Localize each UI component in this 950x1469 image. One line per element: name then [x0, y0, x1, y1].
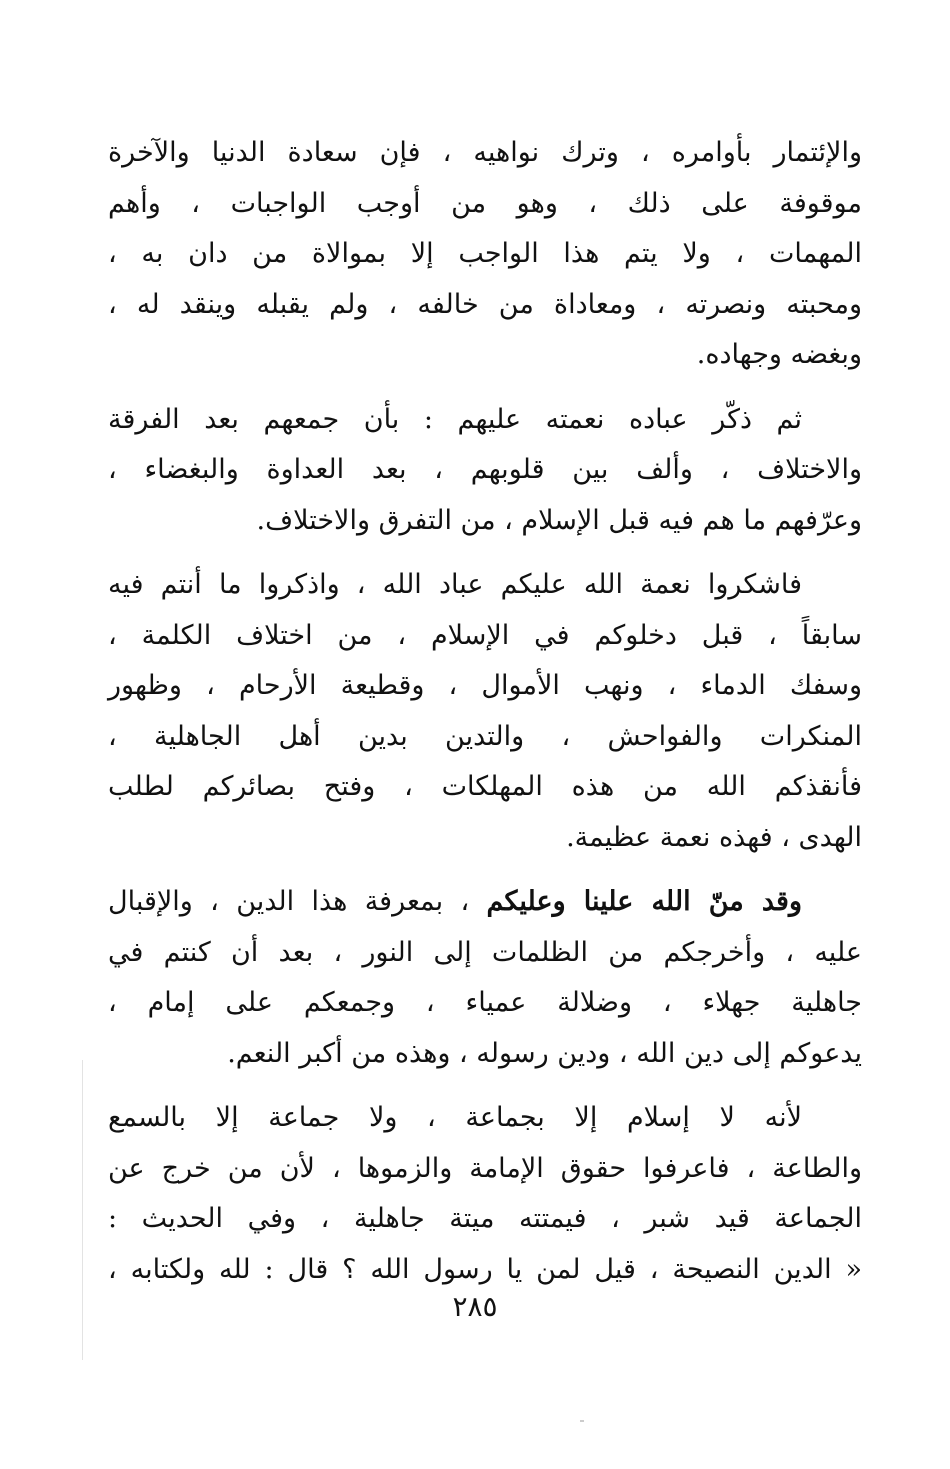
text-line: وعرّفهم ما هم فيه قبل الإسلام ، من التفرق والاختلاف. [256, 504, 862, 536]
text-line: فاشكروا نعمة الله عليكم عباد الله ، واذكروا ما أنتم فيه [108, 569, 802, 600]
text-line: موقوفة على ذلك ، وهو من أوجب الواجبات ، وأهم [108, 187, 862, 219]
text-line: المهمات ، ولا يتم هذا الواجب إلا بموالاة من دان به ، [108, 238, 862, 269]
text-line: وبغضه وجهاده. [696, 339, 862, 370]
text-line: لأنه لا إسلام إلا بجماعة ، ولا جماعة إلا بالسمع [108, 1102, 802, 1133]
text-line: والإئتمار بأوامره ، وترك نواهيه ، فإن سعادة الدنيا والآخرة [108, 137, 862, 168]
paragraph-1 [108, 128, 862, 381]
bold-lead-phrase: وقد منّ الله علينا وعليكم [486, 886, 803, 917]
text-line: والطاعة ، فاعرفوا حقوق الإمامة والزموها ، لأن من خرج عن [108, 1152, 862, 1184]
text-line: المنكرات والفواحش ، والتدين بدين أهل الجاهلية ، [108, 720, 862, 752]
text-line [108, 877, 862, 928]
text-line: فأنقذكم الله من هذه المهلكات ، وفتح بصائركم لطلب [108, 771, 862, 802]
paragraph-4 [108, 877, 862, 1079]
text-line: ثم ذكّر عباده نعمته عليهم : بأن جمعهم بعد الفرقة [108, 403, 802, 435]
text-line: جاهلية جهلاء ، وضلالة عمياء ، وجمعكم على إمام ، [108, 987, 862, 1018]
text-line: الجماعة قيد شبر ، فيمتته ميتة جاهلية ، وفي الحديث : [108, 1203, 862, 1234]
text-line: يدعوكم إلى دين الله ، ودين رسوله ، وهذه من أكبر النعم. [227, 1037, 862, 1069]
text-line: ومحبته ونصرته ، ومعاداة من خالفه ، ولم يقبله وينقد له ، [108, 288, 862, 320]
text-line: عليه ، وأخرجكم من الظلمات إلى النور ، بعد أن كنتم في [108, 936, 862, 968]
text-line: وسفك الدماء ، ونهب الأموال ، وقطيعة الأرحام ، وظهور [108, 670, 862, 701]
paragraph-5 [108, 1093, 862, 1295]
scan-speck [580, 1420, 584, 1422]
text-line: والاختلاف ، وألف بين قلوبهم ، بعد العداوة والبغضاء ، [108, 454, 862, 485]
paragraph-3 [108, 560, 862, 863]
page-number: ٢٨٥ [452, 1290, 498, 1323]
paragraph-2 [108, 395, 862, 547]
text-line: « الدين النصيحة ، قيل لمن يا رسول الله ؟ قال : لله ولكتابه ، [108, 1253, 862, 1285]
text-line: سابقاً ، قبل دخلوكم في الإسلام ، من اختلاف الكلمة ، [108, 619, 862, 651]
lead-rest: ، بمعرفة هذا الدين ، والإقبال [108, 886, 487, 917]
text-line: الهدى ، فهذه نعمة عظيمة. [566, 821, 862, 853]
body-text [108, 128, 862, 1309]
